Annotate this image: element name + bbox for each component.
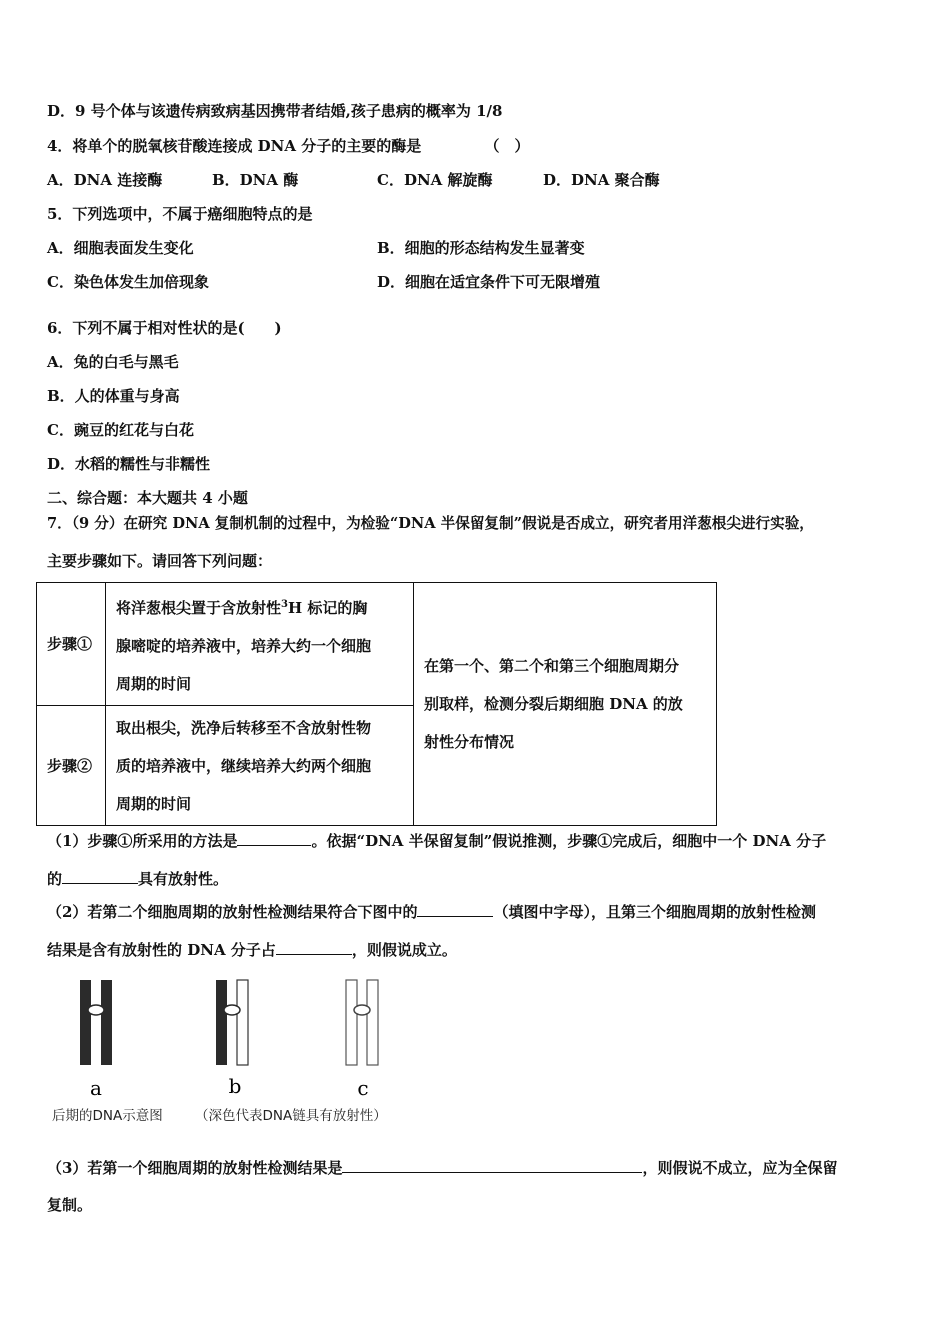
figure-a-right-strand (101, 980, 112, 1065)
figure-label-b: b (228, 1074, 242, 1098)
dna-diagram-svg (50, 975, 430, 1105)
right-line1: 在第一个、第二个和第三个细胞周期分 (424, 657, 680, 675)
step2-label: 步骤② (37, 706, 106, 826)
q7-stem-line2: 主要步骤如下。请回答下列问题： (47, 552, 273, 570)
q5-option-c: C．染色体发生加倍现象 (47, 273, 209, 291)
dna-diagram (50, 975, 430, 1125)
step2-content (106, 706, 414, 826)
q4-answer-paren: （ ） (484, 137, 530, 155)
sub1-text-a: （1）步骤①所采用的方法是 (47, 832, 238, 850)
sub1-blank-2[interactable] (62, 868, 138, 884)
right-line3: 射性分布情况 (424, 733, 515, 751)
sub1-text-c: 的 (47, 870, 63, 888)
sub2-blank-2[interactable] (276, 939, 352, 955)
figure-b-centromere (224, 1005, 240, 1015)
step2-line2: 质的培养液中，继续培养大约两个细胞 (116, 756, 372, 775)
q6-option-c: C．豌豆的红花与白花 (47, 421, 194, 439)
q5-option-a: A．细胞表面发生变化 (47, 239, 194, 257)
figure-b-left-strand (216, 980, 227, 1065)
sub3-text-a: （3）若第一个细胞周期的放射性检测结果是 (47, 1159, 343, 1177)
figure-caption-left: 后期的DNA示意图 (52, 1108, 163, 1124)
sub2-text-c: 结果是含有放射性的 DNA 分子占 (47, 941, 276, 959)
sub1-blank-1[interactable] (237, 830, 311, 846)
q6-option-b: B．人的体重与身高 (47, 387, 180, 405)
dna-figure-c (346, 980, 378, 1065)
sub3-text-b: ，则假说不成立，应为全保留 (642, 1159, 838, 1177)
sub1-text-b: 。依据“DNA 半保留复制”假说推测，步骤①完成后，细胞中一个 DNA 分子 (311, 832, 827, 850)
q5-option-d: D．细胞在适宜条件下可无限增殖 (377, 273, 601, 291)
step1-line1: 将洋葱根尖置于含放射性 (116, 598, 282, 617)
q4-option-b: B．DNA 酶 (212, 171, 299, 189)
step1-line1b: H 标记的胸 (287, 598, 368, 617)
step1-line2: 腺嘧啶的培养液中，培养大约一个细胞 (116, 636, 372, 655)
right-line2: 别取样，检测分裂后期细胞 DNA 的放 (424, 695, 683, 713)
q5-stem: 5．下列选项中，不属于癌细胞特点的是 (47, 205, 313, 223)
q7-sub2-line2 (47, 939, 457, 960)
q5-option-b: B．细胞的形态结构发生显著变 (377, 239, 585, 257)
figure-c-centromere (354, 1005, 370, 1015)
q4-option-d: D．DNA 聚合酶 (543, 171, 660, 189)
steps-right-cell (414, 583, 717, 826)
q7-sub1-line1 (47, 830, 826, 851)
sub2-text-a: （2）若第二个细胞周期的放射性检测结果符合下图中的 (47, 903, 418, 921)
sub2-text-b: （填图中字母），且第三个细胞周期的放射性检测 (493, 903, 816, 921)
q6-option-d: D．水稻的糯性与非糯性 (47, 455, 211, 473)
step2-line1: 取出根尖，洗净后转移至不含放射性物 (116, 718, 372, 737)
q4-stem (47, 136, 530, 156)
step1-label: 步骤① (37, 583, 106, 706)
sub2-text-d: ，则假说成立。 (351, 941, 457, 959)
figure-caption-right: （深色代表DNA链具有放射性） (195, 1108, 387, 1124)
step2-line3: 周期的时间 (116, 794, 192, 813)
q6-stem: 6．下列不属于相对性状的是( ) (47, 319, 282, 337)
q4-option-a: A．DNA 连接酶 (47, 171, 163, 189)
dna-figure-b (216, 980, 248, 1065)
q6-option-a: A．兔的白毛与黑毛 (47, 353, 179, 371)
sub3-blank[interactable] (342, 1157, 642, 1173)
figure-a-left-strand (80, 980, 91, 1065)
q4-stem-text: 4．将单个的脱氧核苷酸连接成 DNA 分子的主要的酶是 (47, 137, 422, 155)
q7-steps-table (36, 582, 717, 826)
figure-b-right-strand (237, 980, 248, 1065)
step1-superscript: 3 (281, 598, 288, 610)
step1-line3: 周期的时间 (116, 674, 192, 693)
step1-content (106, 583, 414, 706)
q7-sub2-line1 (47, 901, 816, 922)
figure-c-right-strand (367, 980, 378, 1065)
figure-c-left-strand (346, 980, 357, 1065)
dna-figure-a (80, 980, 112, 1065)
sub2-blank-1[interactable] (417, 901, 493, 917)
q3-option-d: D．9 号个体与该遗传病致病基因携带者结婚,孩子患病的概率为 1/8 (47, 102, 503, 120)
figure-label-a: a (90, 1076, 102, 1100)
q7-sub1-line2 (47, 868, 228, 889)
q7-sub3-line1 (47, 1157, 837, 1178)
q7-sub3-line2: 复制。 (47, 1196, 93, 1214)
sub1-text-d: 具有放射性。 (138, 870, 229, 888)
q7-stem-line1: 7．（9 分）在研究 DNA 复制机制的过程中，为检验“DNA 半保留复制”假说是否成立，研究者用洋葱根尖进行实验， (47, 515, 814, 532)
figure-label-c: c (357, 1076, 369, 1100)
q4-option-c: C．DNA 解旋酶 (377, 171, 493, 189)
figure-a-centromere (88, 1005, 104, 1015)
table-row (37, 583, 717, 706)
section-2-heading: 二、综合题：本大题共 4 小题 (47, 489, 248, 507)
